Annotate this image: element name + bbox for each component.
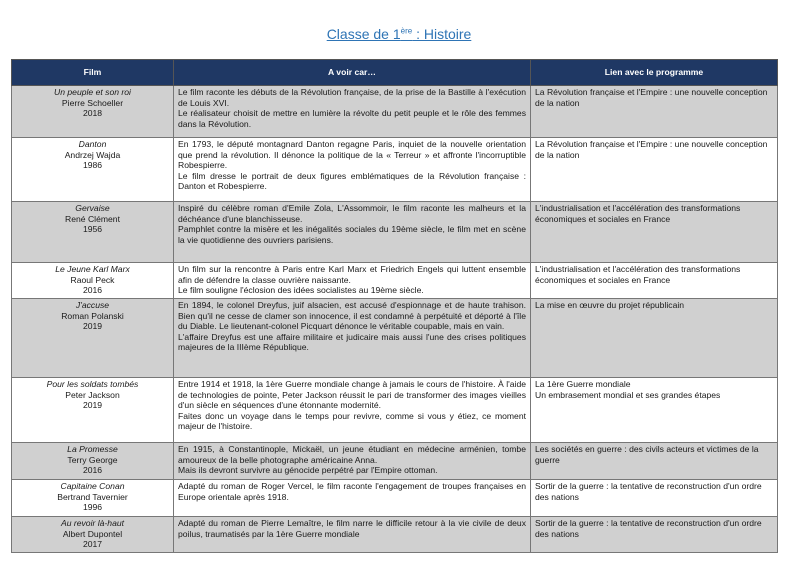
film-title: Pour les soldats tombés <box>46 379 139 389</box>
film-cell <box>12 378 174 443</box>
film-year: 2016 <box>82 465 103 476</box>
film-year: 2019 <box>82 400 103 411</box>
film-director: Terry George <box>67 454 118 465</box>
film-cell <box>12 138 174 202</box>
description-paragraph: En 1793, le député montagnard Danton regagne Paris, inquiet de la nouvelle orientation que prend la révolution. Il dénonce la politique de la « Terreur » et affronte l'incorruptible Robespierre. <box>178 139 526 171</box>
film-cell <box>12 299 174 378</box>
description-paragraph: Un film sur la rencontre à Paris entre Karl Marx et Friedrich Engels qui luttent ensemble afin de défendre la classe ouvrière naissante. <box>178 264 526 285</box>
description-paragraph: Adapté du roman de Pierre Lemaître, le film narre le difficile retour à la vie civile de deux poilus, traumatisés par la 1ère Guerre mondiale <box>178 518 526 539</box>
description-paragraph: Le film dresse le portrait de deux figures emblématiques de la Révolution française : Danton et Robespierre. <box>178 170 526 192</box>
description-cell <box>174 378 531 443</box>
header-film: Film <box>12 60 174 86</box>
description-paragraph: Faites donc un voyage dans le temps pour revivre, comme si vous y étiez, ce moment majeur de l'histoire. <box>178 410 526 432</box>
film-title: J'accuse <box>75 300 110 310</box>
table-row <box>12 517 778 553</box>
film-director: Albert Dupontel <box>62 528 123 539</box>
program-link-cell: L'industrialisation et l'accélération des transformations économiques et sociales en France <box>531 202 778 263</box>
description-cell <box>174 263 531 299</box>
description-paragraph: Entre 1914 et 1918, la 1ère Guerre mondiale change à jamais le cours de l'histoire. À l'aide de technologies de pointe, Peter Jackson réussit le pari de transformer des images vieilles d'un siècle en séquences d'une étonnante modernité. <box>178 379 526 411</box>
header-lien-programme: Lien avec le programme <box>531 60 778 86</box>
film-cell <box>12 480 174 517</box>
description-paragraph: En 1915, à Constantinople, Mickaël, un jeune étudiant en médecine arménien, tombe amoureux de la belle photographe américaine Anna. <box>178 444 526 465</box>
film-title: Danton <box>78 139 107 149</box>
film-director: René Clément <box>65 213 120 224</box>
film-year: 2018 <box>82 108 103 119</box>
program-link-cell: Sortir de la guerre : la tentative de reconstruction d'un ordre des nations <box>531 480 778 517</box>
program-link-cell: La mise en œuvre du projet républicain <box>531 299 778 378</box>
film-title: Gervaise <box>75 203 110 213</box>
film-year: 1986 <box>82 160 103 171</box>
table-row <box>12 378 778 443</box>
description-paragraph: Le film souligne l'éclosion des idées socialistes au 19ème siècle. <box>178 285 424 296</box>
description-cell <box>174 202 531 263</box>
table-header-row <box>12 60 778 86</box>
film-director: Andrzej Wajda <box>64 149 121 160</box>
description-paragraph: Le réalisateur choisit de mettre en lumière la révolte du petit peuple et le rôle des femmes dans la Révolution. <box>178 108 526 129</box>
film-director: Bertrand Tavernier <box>57 491 128 502</box>
film-year: 2019 <box>82 321 103 332</box>
description-paragraph: En 1894, le colonel Dreyfus, juif alsacien, est accusé d'espionnage et de haute trahison. Bien qu'il ne cesse de clamer son innocence, il est condamné à perpétuité et déporté à l'île du Diable. Le lieutenant-colonel Picquart dénonce le véritable coupable, mais en vain. <box>178 300 526 332</box>
table-row <box>12 443 778 480</box>
table-row <box>12 202 778 263</box>
film-year: 1956 <box>82 224 103 235</box>
film-title: Capitaine Conan <box>60 481 125 491</box>
film-cell <box>12 202 174 263</box>
film-cell <box>12 443 174 480</box>
description-paragraph: L'affaire Dreyfus est une affaire militaire et judicaire mais aussi l'une des crises politiques majeures de la IIIème République. <box>178 331 526 353</box>
description-paragraph: Adapté du roman de Roger Vercel, le film raconte l'engagement de troupes françaises en Europe orientale après 1918. <box>178 481 526 502</box>
description-cell <box>174 517 531 553</box>
table-row <box>12 138 778 202</box>
program-link-cell: Les sociétés en guerre : des civils acteurs et victimes de la guerre <box>531 443 778 480</box>
program-link-cell: Sortir de la guerre : la tentative de reconstruction d'un ordre des nations <box>531 517 778 553</box>
description-paragraph: Mais ils devront survivre au génocide perpétré par l'Empire ottoman. <box>178 465 438 476</box>
film-year: 2017 <box>82 539 103 550</box>
program-link-cell: La Révolution française et l'Empire : une nouvelle conception de la nation <box>531 138 778 202</box>
film-title: Au revoir là-haut <box>60 518 125 528</box>
table-row <box>12 86 778 138</box>
description-paragraph: Inspiré du célèbre roman d'Emile Zola, L'Assommoir, le film raconte les malheurs et la déchéance d'une blanchisseuse. <box>178 203 526 224</box>
description-cell <box>174 480 531 517</box>
film-title: La Promesse <box>67 444 118 454</box>
film-director: Peter Jackson <box>65 389 120 400</box>
film-title: Le Jeune Karl Marx <box>55 264 130 274</box>
film-year: 2016 <box>82 285 103 296</box>
description-cell <box>174 443 531 480</box>
table-row <box>12 480 778 517</box>
program-link-cell: La Révolution française et l'Empire : une nouvelle conception de la nation <box>531 86 778 138</box>
description-cell <box>174 299 531 378</box>
program-link-cell: La 1ère Guerre mondiale Un embrasement mondial et ses grandes étapes <box>531 378 778 443</box>
film-director: Roman Polanski <box>61 310 124 321</box>
table-row <box>12 263 778 299</box>
header-a-voir-car: A voir car… <box>174 60 531 86</box>
program-link-cell: L'industrialisation et l'accélération des transformations économiques et sociales en France <box>531 263 778 299</box>
film-cell <box>12 517 174 553</box>
films-table <box>11 59 778 553</box>
table-row <box>12 299 778 378</box>
film-title: Un peuple et son roi <box>54 87 131 97</box>
film-year: 1996 <box>82 502 103 513</box>
page-title: Classe de 1ère : Histoire <box>326 26 472 42</box>
film-cell <box>12 86 174 138</box>
film-cell <box>12 263 174 299</box>
description-paragraph: Le film raconte les débuts de la Révolution française, de la prise de la Bastille à l'exécution de Louis XVI. <box>178 87 526 108</box>
description-paragraph: Pamphlet contre la misère et les inégalités sociales du 19ème siècle, le film met en scène la vie quotidienne des ouvriers parisiens. <box>178 224 526 245</box>
description-cell <box>174 138 531 202</box>
film-director: Pierre Schoeller <box>61 97 124 108</box>
description-cell <box>174 86 531 138</box>
film-director: Raoul Peck <box>70 274 115 285</box>
